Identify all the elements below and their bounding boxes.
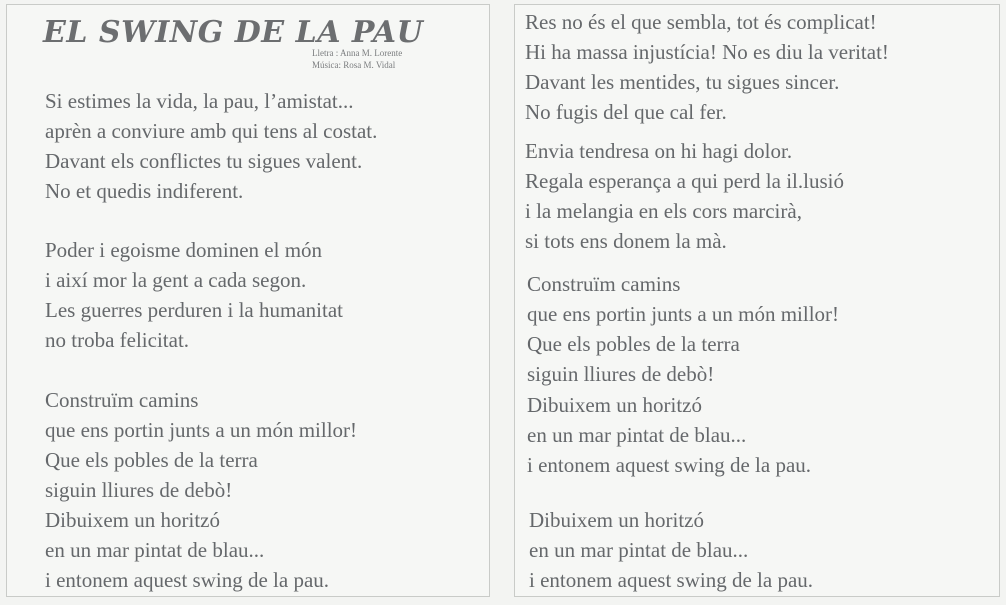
- lyric-line: que ens portin junts a un món millor!: [45, 418, 358, 442]
- lyric-line: siguin lliures de debò!: [45, 478, 233, 502]
- song-credits: [312, 47, 402, 71]
- lyric-line: Si estimes la vida, la pau, l’amistat...: [45, 89, 354, 113]
- lyric-line: Envia tendresa on hi hagi dolor.: [525, 139, 793, 163]
- lyric-line: No fugis del que cal fer.: [525, 100, 727, 124]
- lyric-line: Poder i egoisme dominen el món: [45, 238, 323, 262]
- lyric-line: Dibuixem un horitzó: [527, 393, 702, 417]
- right-page: [514, 4, 1000, 597]
- lyric-line: que ens portin junts a un món millor!: [527, 302, 840, 326]
- lyric-line: Construïm camins: [527, 272, 681, 296]
- lyric-line: en un mar pintat de blau...: [45, 538, 265, 562]
- lyric-line: Regala esperança a qui perd la il.lusió: [525, 169, 844, 193]
- lyric-line: i la melangia en els cors marcirà,: [525, 199, 802, 223]
- lyric-line: aprèn a conviure amb qui tens al costat.: [45, 119, 378, 143]
- lyric-line: Dibuixem un horitzó: [529, 508, 704, 532]
- lyrics-credit: Lletra : Anna M. Lorente: [312, 48, 403, 58]
- lyric-line: Dibuixem un horitzó: [45, 508, 220, 532]
- lyric-line: Construïm camins: [45, 388, 199, 412]
- lyric-line: Davant els conflictes tu sigues valent.: [45, 149, 363, 173]
- lyric-line: en un mar pintat de blau...: [527, 423, 747, 447]
- music-credit: Música: Rosa M. Vidal: [312, 60, 396, 70]
- lyric-line: i entonem aquest swing de la pau.: [527, 453, 812, 477]
- lyric-line: i entonem aquest swing de la pau.: [529, 568, 814, 592]
- lyric-line: si tots ens donem la mà.: [525, 229, 727, 253]
- lyric-line: Que els pobles de la terra: [527, 332, 740, 356]
- lyric-line: Hi ha massa injustícia! No es diu la veritat!: [525, 40, 889, 64]
- lyric-line: siguin lliures de debò!: [527, 362, 715, 386]
- lyric-line: No et quedis indiferent.: [45, 179, 244, 203]
- lyric-line: Davant les mentides, tu sigues sincer.: [525, 70, 840, 94]
- lyric-line: en un mar pintat de blau...: [529, 538, 749, 562]
- lyric-line: i així mor la gent a cada segon.: [45, 268, 307, 292]
- lyric-line: no troba felicitat.: [45, 328, 190, 352]
- lyric-line: Res no és el que sembla, tot és complicat!: [525, 10, 877, 34]
- left-page: [6, 4, 490, 597]
- lyric-line: Que els pobles de la terra: [45, 448, 258, 472]
- lyric-line: Les guerres perduren i la humanitat: [45, 298, 343, 322]
- lyric-line: i entonem aquest swing de la pau.: [45, 568, 330, 592]
- song-title: EL SWING DE LA PAU: [43, 15, 424, 50]
